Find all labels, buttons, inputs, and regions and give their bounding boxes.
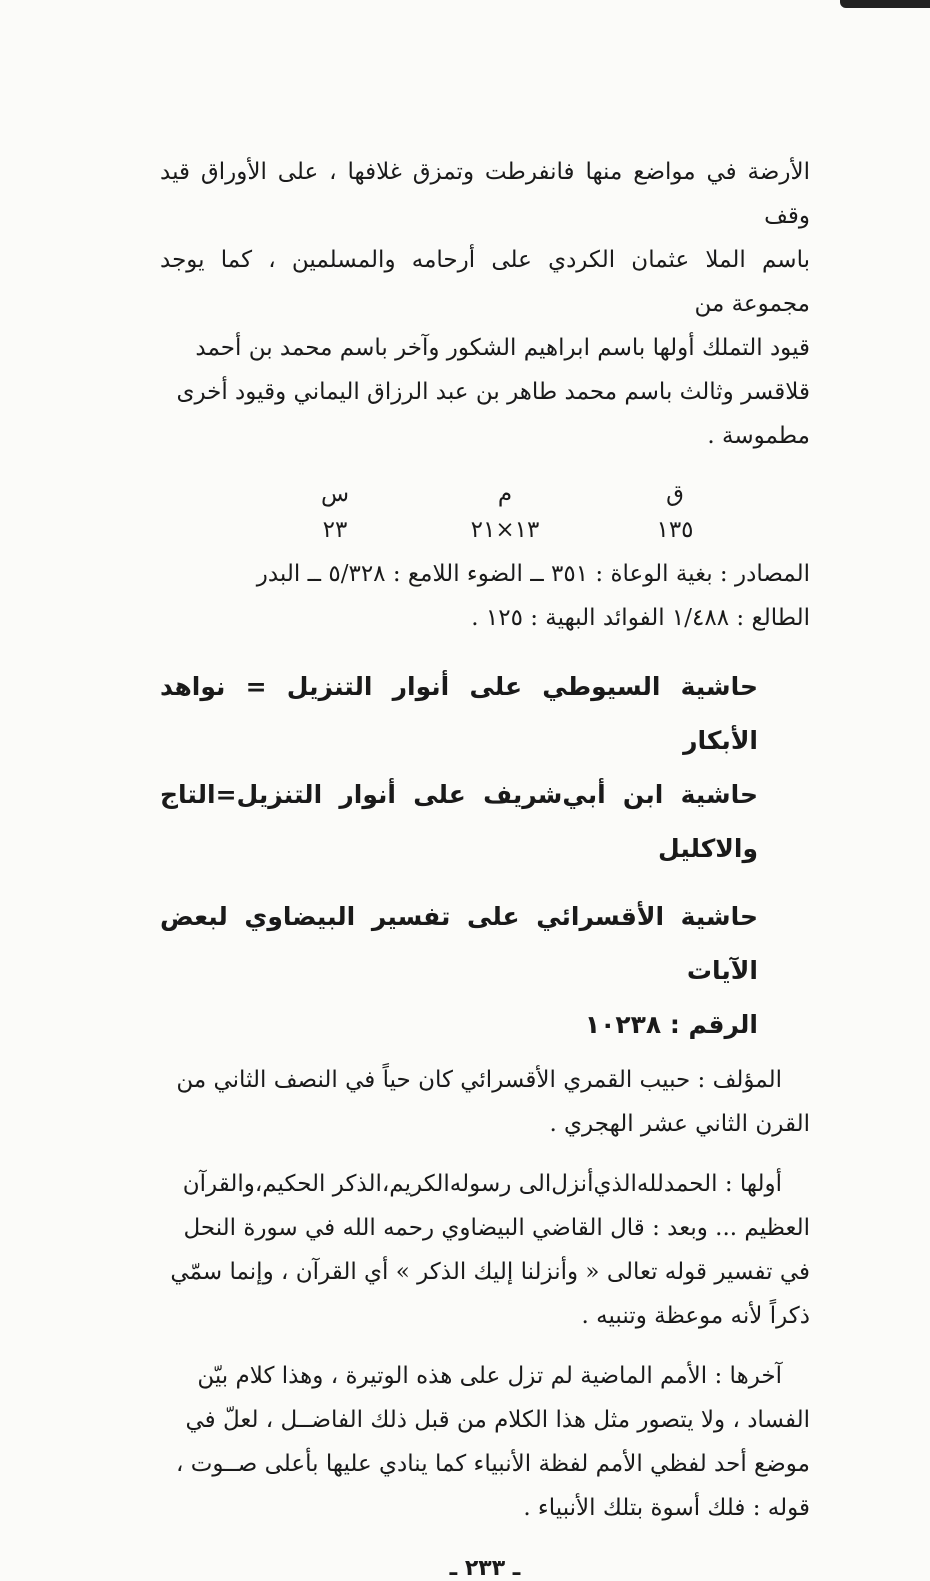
text-line: الفساد ، ولا يتصور مثل هذا الكلام من قبل ذلك الفاضــل ، لعلّ في: [185, 1407, 810, 1433]
text-line: مطموسة .: [707, 423, 810, 449]
text-line: أولها : الحمدلله‌الذي‌أنزل‌الى رسوله‌الكريم،الذكر الحكيم،والقرآن: [182, 1171, 782, 1197]
sources: [160, 552, 810, 640]
text-line: الطالع : ١/٤٨٨ الفوائد البهية : ١٢٥ .: [471, 605, 810, 631]
entry-title-suyuti: حاشية السيوطي على أنوار التنزيل = نواهد الأبكار: [160, 672, 758, 755]
text-line: العظيم ... وبعد : قال القاضي البيضاوي رحمه الله في سورة النحل: [183, 1215, 810, 1241]
text-line: قوله : فلك أسوة بتلك الأنبياء .: [523, 1495, 810, 1521]
entry-title-aqsarai: حاشية الأقسرائي على تفسير البيضاوي لبعض الآيات: [160, 902, 758, 985]
ending-paragraph: [160, 1354, 810, 1530]
text-line: المؤلف : حبيب القمري الأقسرائي كان حياً في النصف الثاني من: [176, 1067, 782, 1093]
text-line: المصادر : بغية الوعاة : ٣٥١ ــ الضوء اللامع : ٥/٣٢٨ ــ البدر: [256, 561, 810, 587]
author-paragraph: [160, 1058, 810, 1146]
text-line: ذكراً لأنه موعظة وتنبيه .: [581, 1303, 810, 1329]
page-number: ـ ٢٣٣ ـ: [449, 1556, 521, 1581]
text-line: قلاقسر وثالث باسم محمد طاهر بن عبد الرزاق اليماني وقيود أخرى: [176, 379, 810, 405]
paragraph-top: [160, 150, 810, 458]
text-line: موضع أحد لفظي الأمم لفظة الأنبياء كما ينادي عليها بأعلى صــوت ،: [176, 1451, 810, 1477]
text-line: آخرها : الأمم الماضية لم تزل على هذه الوتيرة ، وهذا كلام بيّن: [197, 1363, 782, 1389]
code-label-s: س: [320, 481, 350, 507]
text-line: باسم الملا عثمان الكردي على أرحامه والمسلمين ، كما يوجد مجموعة من: [160, 247, 810, 317]
page-body: [160, 150, 810, 1581]
code-value-q: ١٣٥: [656, 517, 694, 543]
text-line: القرن الثاني عشر الهجري .: [549, 1111, 810, 1137]
code-value-s: ٢٣: [322, 517, 348, 543]
catalog-codes: [250, 476, 760, 548]
code-value-m: ١٣×٢١: [470, 517, 540, 543]
beginning-paragraph: [160, 1162, 810, 1338]
code-label-m: م: [497, 481, 513, 507]
code-label-q: ق: [666, 481, 684, 507]
text-line: في تفسير قوله تعالى « وأنزلنا إليك الذكر » أي القرآن ، وإنما سمّي: [170, 1259, 810, 1285]
scan-edge-mark: [840, 0, 930, 8]
entry-number: الرقم : ١٠٢٣٨: [584, 1010, 758, 1039]
text-line: الأرضة في مواضع منها فانفرطت وتمزق غلافها ، على الأوراق قيد وقف: [160, 159, 810, 229]
entry-title-ibn-abi-sharif: حاشية ابن أبي‌شريف على أنوار التنزيل=التاج والاكليل: [160, 780, 758, 863]
text-line: قيود التملك أولها باسم ابراهيم الشكور وآخر باسم محمد بن أحمد: [195, 335, 810, 361]
